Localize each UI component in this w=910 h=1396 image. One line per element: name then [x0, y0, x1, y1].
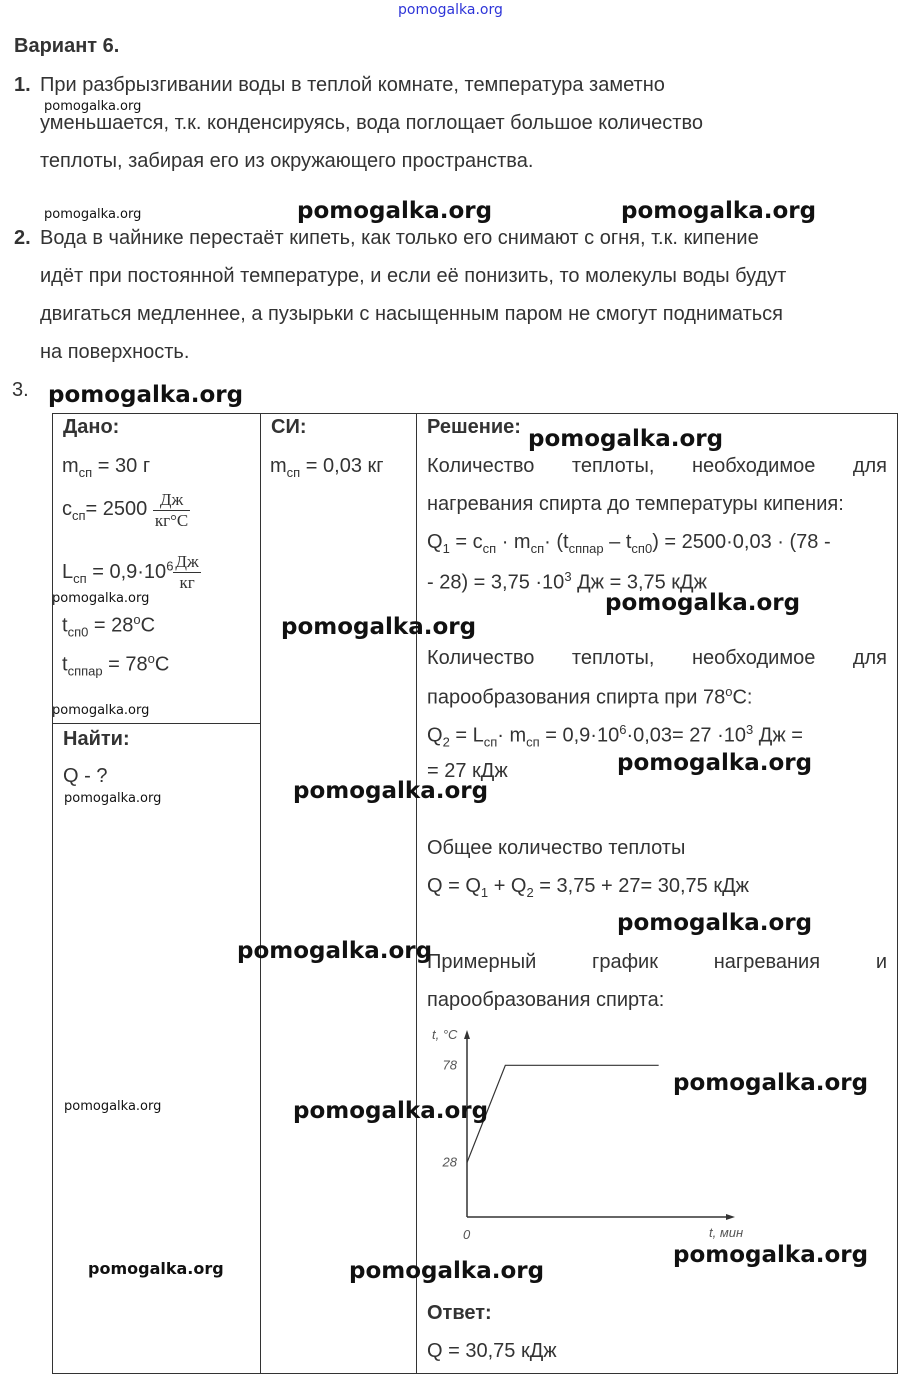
equation-total: $Q = Q_1 + Q_2 = 3,75 + 27= 30,75$ кДж [427, 875, 750, 900]
origin-label: 0 [463, 1227, 471, 1242]
equation-q2-result: = 27 кДж [427, 760, 508, 782]
find-header: Найти: [63, 728, 130, 750]
given-specific-heat: $c_{сп}= 2500$ $\frac{Дж}{кг^\circ C}$ [62, 490, 189, 530]
watermark[interactable]: pomogalka.org [617, 910, 813, 936]
given-latent-heat: $L_{сп} = 0,9\cdot 10^6$ $\frac{Дж}{кг}$ [62, 552, 199, 592]
q1-line: теплоты, забирая его из окружающего пространства. [40, 150, 534, 172]
q3-number: 3. [12, 379, 29, 401]
watermark-top[interactable]: pomogalka.org [398, 2, 503, 18]
watermark[interactable]: pomogalka.org [349, 1258, 545, 1284]
equation-q2: $Q_2 = L_{сп}\cdot m_{сп} = 0,9\cdot 10^6\cdot 0,03= 27 \cdot 10^3$ Дж = [427, 722, 803, 750]
q2-line: двигаться медленнее, а пузырьки с насыщенным паром не смогут подниматься [40, 303, 783, 325]
watermark[interactable]: pomogalka.org [297, 198, 493, 224]
solution-paragraph-1-line: нагревания спирта до температуры кипения: [427, 493, 844, 515]
watermark[interactable]: pomogalka.org [293, 778, 489, 804]
table-bottom-border [52, 1373, 898, 1374]
watermark[interactable]: pomogalka.org [617, 750, 813, 776]
q1-line: уменьшается, т.к. конденсируясь, вода поглощает большое количество [40, 112, 703, 134]
answer-value: Q = 30,75 кДж [427, 1340, 557, 1362]
q2-number: 2. [14, 227, 31, 249]
specific-heat-unit: $\frac{Дж}{кг^\circ C}$ [154, 490, 189, 530]
watermark[interactable]: pomogalka.org [64, 791, 162, 806]
solution-paragraph-1: Количество теплоты, необходимое для [427, 455, 887, 477]
q2-line: на поверхность. [40, 341, 190, 363]
watermark[interactable]: pomogalka.org [605, 590, 801, 616]
table-top-border [52, 413, 898, 414]
given-mass: $m_{сп} = 30$ г [62, 455, 151, 480]
y-tick-label: 78 [442, 1057, 457, 1073]
watermark[interactable]: pomogalka.org [52, 703, 150, 718]
given-boiling-temp: $t_{сппар} = 78^oC$ [62, 651, 170, 679]
series-line [467, 1065, 659, 1162]
solution-header: Решение: [427, 416, 521, 438]
page-title: Вариант 6. [14, 35, 120, 57]
watermark[interactable]: pomogalka.org [64, 1099, 162, 1114]
equation-q1-result: - $28) = 3,75 \cdot 10^3$ Дж = 3,75 кДж [427, 569, 707, 594]
y-axis-label: t, °C [432, 1027, 458, 1042]
given-find-divider [52, 723, 261, 724]
latent-heat-unit: $\frac{Дж}{кг}$ [175, 552, 199, 592]
x-axis-arrow [726, 1214, 735, 1220]
watermark[interactable]: pomogalka.org [88, 1259, 224, 1278]
x-axis-label: t, мин [709, 1225, 744, 1240]
heating-graph [420, 1020, 800, 1250]
solution-paragraph-2: Количество теплоты, необходимое для [427, 647, 887, 669]
y-tick-label: 28 [442, 1154, 457, 1170]
watermark[interactable]: pomogalka.org [528, 426, 724, 452]
solution-paragraph-2-line: парообразования спирта при 78$^o$C: [427, 684, 753, 709]
watermark[interactable]: pomogalka.org [281, 614, 477, 640]
si-header: СИ: [271, 416, 307, 438]
watermark[interactable]: pomogalka.org [44, 99, 142, 114]
equation-q1: $Q_1 = c_{сп} \cdot m_{сп}\cdot (t_{сппар} - t_{сп0}) = 2500\cdot 0,03 \cdot (78$ - [427, 531, 831, 556]
given-initial-temp: $t_{сп0} = 28^oC$ [62, 612, 156, 640]
given-header: Дано: [63, 416, 120, 438]
watermark[interactable]: pomogalka.org [621, 198, 817, 224]
solution-paragraph-4: Примерный график нагревания и [427, 951, 887, 973]
q2-line: Вода в чайнике перестаёт кипеть, как только его снимают с огня, т.к. кипение [40, 227, 759, 249]
watermark[interactable]: pomogalka.org [673, 1242, 869, 1268]
q1-number: 1. [14, 74, 31, 96]
watermark[interactable]: pomogalka.org [237, 938, 433, 964]
watermark[interactable]: pomogalka.org [293, 1098, 489, 1124]
table-divider-1 [260, 413, 261, 1374]
q2-line: идёт при постоянной температуре, и если её понизить, то молекулы воды будут [40, 265, 787, 287]
q1-line: При разбрызгивании воды в теплой комнате, температура заметно [40, 74, 665, 96]
watermark[interactable]: pomogalka.org [52, 591, 150, 606]
watermark[interactable]: pomogalka.org [48, 382, 244, 408]
si-mass: $m_{сп} = 0,03$ кг [270, 455, 384, 480]
y-axis-arrow [464, 1030, 470, 1039]
solution-paragraph-4-line: парообразования спирта: [427, 989, 665, 1011]
table-left-border [52, 413, 53, 1374]
answer-header: Ответ: [427, 1302, 492, 1324]
find-value: Q - ? [63, 765, 108, 787]
table-right-border [897, 413, 898, 1374]
solution-paragraph-3: Общее количество теплоты [427, 837, 686, 859]
watermark[interactable]: pomogalka.org [673, 1070, 869, 1096]
watermark[interactable]: pomogalka.org [44, 207, 142, 222]
table-divider-2 [416, 413, 417, 1374]
